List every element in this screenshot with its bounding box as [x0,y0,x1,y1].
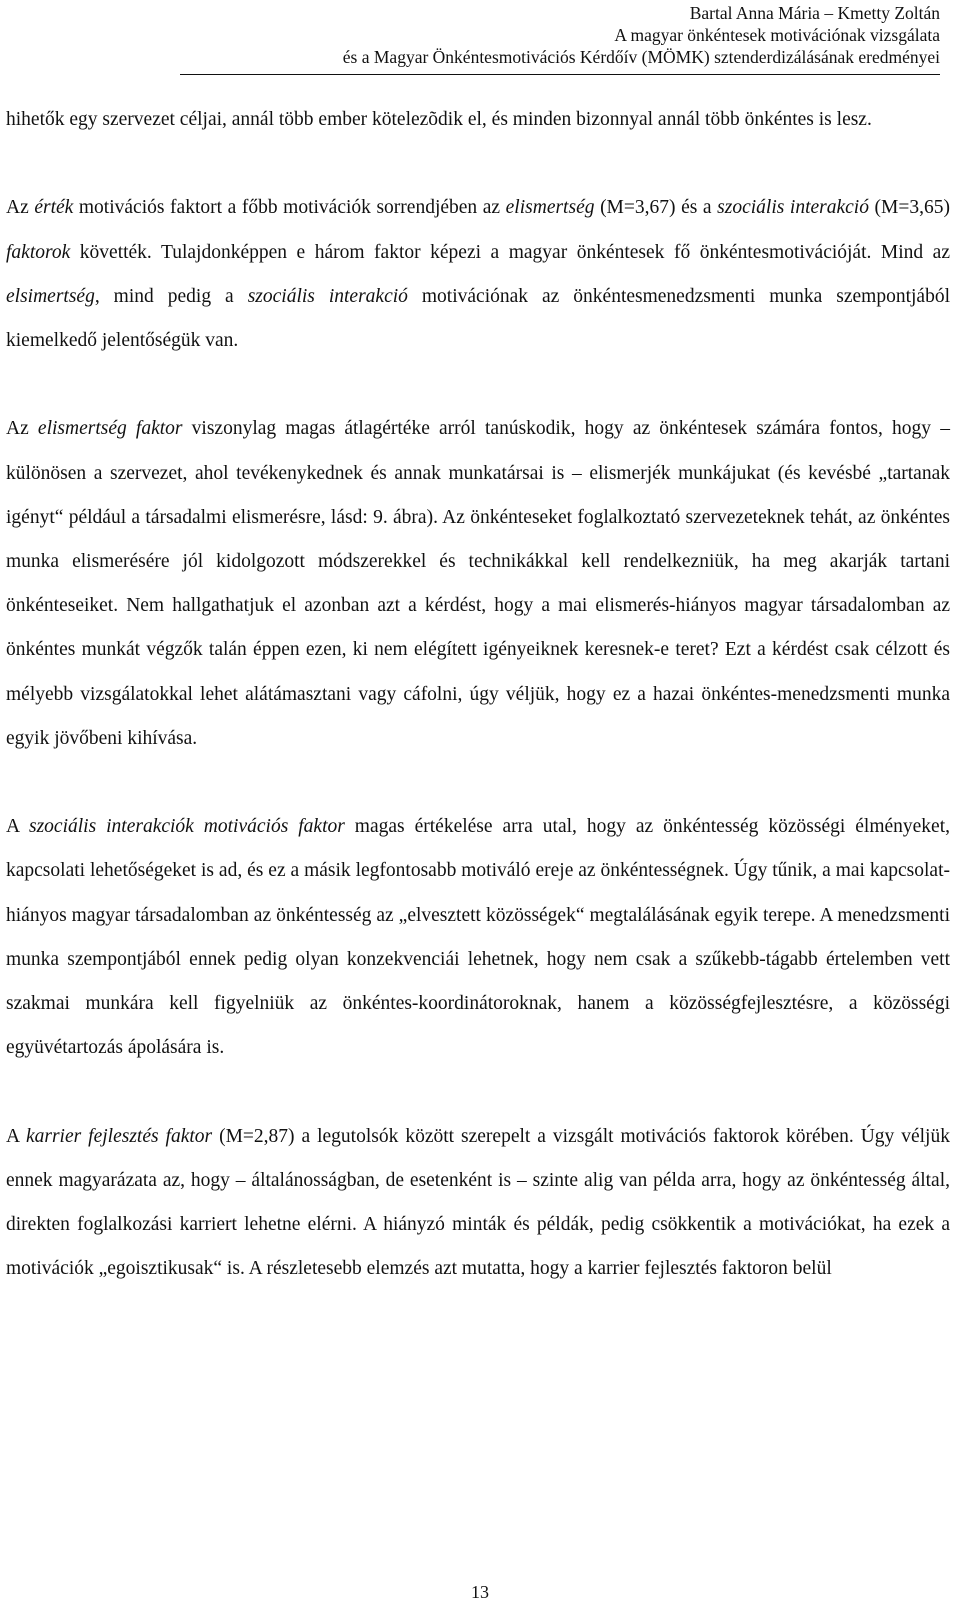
body-text [6,98,950,1291]
page-number: 13 [471,1582,489,1602]
text-run: követték. Tulajdonképpen e három faktor képezi a magyar önkéntesek fő önkéntesmotivációját. Mind az [70,241,950,263]
text-run: (M=3,67) és a [594,197,718,219]
text-run: motivációnak az önkéntesmenedzsmenti munka szempontjából kiemelkedő jelentőségük van. [6,285,950,351]
emphasized-text: karrier fejlesztés faktor [25,1125,213,1147]
text-run: magas értékelése arra utal, hogy az önkéntesség közösségi élményeket, kapcsolati lehetőségeket is ad, és ez a másik legfontosabb motiváló ereje az önkéntességnek. Úgy tűnik, a mai kapcsolat-hiányos magyar társadalomban az önkéntesség az „elvesztett közösségek“ megtalálásának egyik terepe. A menedzsmenti munka szempontjából ennek pedig olyan konzekvenciái lehetnek, hogy nem csak a szűkebb-tágabb értelemben vett szakmai munkára kell figyelniük az önkéntes-koordinátoroknak, hanem a közösségfejlesztésre, a közösségi együvétartozás ápolására is. [6,816,950,1059]
text-run: viszonylag magas átlagértéke arról tanúskodik, hogy az önkéntesek számára fontos, hogy – különösen a szervezet, ahol tevékenykednek és annak munkatársai is – elismerjék munkájukat (és kevésbé „tartanak igényt“ például a társadalmi elismerésre, lásd: 9. ábra). Az önkénteseket foglalkoztató szervezeteknek tehát, az önkéntes munka elismerésére jól kidolgozott módszerekkel és technikákkal kell rendelkezniük, ha meg akarják tartani önkénteseiket. Nem hallgathatjuk el azonban azt a kérdést, hogy a mai elismerés-hiányos magyar társadalomban az önkéntes munkát végzők talán éppen ezen, ki nem elégített igényeiknek keresnek-e teret? Ezt a kérdést csak célzott és mélyebb vizsgálatokkal lehet alátámasztani vagy cáfolni, úgy véljük, hogy ez a hazai önkéntes-menedzsmenti munka egyik jövőbeni kihívása. [6,418,950,749]
text-run: Az [6,418,38,440]
text-run: hihetők egy szervezet céljai, annál több ember kötelezõdik el, és minden bizonnyal annál több önkéntes is lesz. [6,109,872,130]
paragraph-career-factor [6,1115,950,1292]
emphasized-text: szociális interakció [717,197,869,219]
emphasized-text: szociális interakciók motivációs faktor [28,816,345,838]
text-run: Az [6,197,35,219]
paragraph-continuation [6,98,950,142]
paragraph-recognition-factor [6,407,950,761]
paragraph-social-interaction-factor [6,805,950,1070]
emphasized-text: szociális interakció [247,285,408,307]
emphasized-text: elsimertség [6,285,95,307]
text-run: A [6,816,29,838]
emphasized-text: elismertség [505,197,595,219]
emphasized-text: faktorok [6,241,71,263]
emphasized-text: érték [34,197,74,219]
paragraph-value-factor [6,186,950,363]
running-header [180,2,940,75]
header-title-line-2: és a Magyar Önkéntesmotivációs Kérdőív (MÖMK) sztenderdizálásának eredményei [342,47,940,67]
header-authors: Bartal Anna Mária – Kmetty Zoltán [689,3,940,23]
text-run: (M=2,87) a legutolsók között szerepelt a vizsgált motivációs faktorok körében. Úgy véljük ennek magyarázata az, hogy – általánosságban, de esetenként is – szinte alig van példa arra, hogy az önkéntesség által, direkten foglalkozási karriert lehetne elérni. A hiányzó minták és példák, pedig csökkentik a motivációkat, ha ezek a motivációk „egoisztikusak“ is. A részletesebb elemzés azt mutatta, hogy a karrier fejlesztés faktoron belül [6,1125,950,1280]
text-run: (M=3,65) [868,197,950,219]
text-run: motivációs faktort a főbb motivációk sorrendjében az [73,197,506,219]
emphasized-text: elismertség faktor [37,418,183,440]
text-run: A [6,1125,26,1147]
text-run: , mind pedig a [94,285,248,307]
header-title-line-1: A magyar önkéntesek motivációnak vizsgálata [614,25,940,45]
